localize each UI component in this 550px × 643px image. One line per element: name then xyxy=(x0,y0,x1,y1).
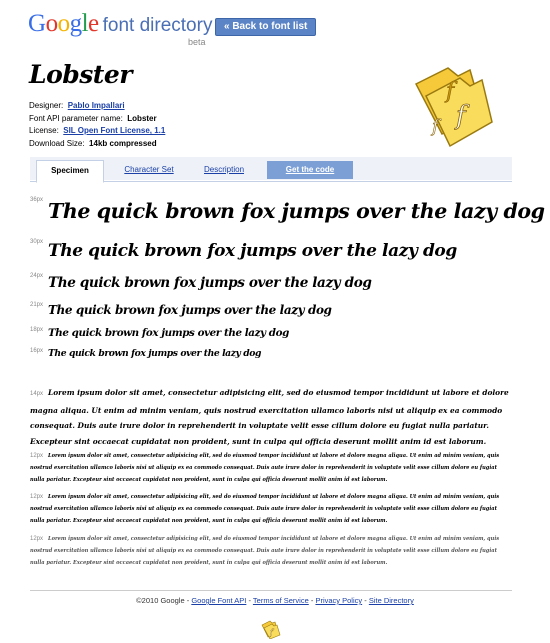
specimen-text: The quick brown fox jumps over the lazy dog xyxy=(48,275,372,291)
paragraph-specimen xyxy=(30,491,512,529)
specimen-text: The quick brown fox jumps over the lazy dog xyxy=(48,303,332,317)
api-label: Font API parameter name: xyxy=(29,113,123,123)
footer-separator: - xyxy=(364,596,367,605)
google-font-directory-logo[interactable] xyxy=(28,10,213,47)
footer-copyright: ©2010 Google - xyxy=(136,596,190,605)
paragraph-size-label: 12px xyxy=(30,536,44,542)
folder-font-icon xyxy=(412,62,494,152)
download-size-label: Download Size: xyxy=(29,138,85,148)
paragraph-text: Lorem ipsum dolor sit amet, consectetur adipisicing elit, sed do eiusmod tempor incididunt ut labore et dolore magna aliqua. Ut enim ad minim veniam, quis nostrud exercitation ullamco laboris nisi ut aliquip ex ea commodo consequat. Duis aute irure dolor in reprehenderit in voluptate velit esse cillum dolore eu fugiat nulla pariatur. Excepteur sint occaecat cupidatat non proident, sunt in culpa qui officia deserunt mollit anim id est laborum. xyxy=(30,536,500,566)
footer-separator: - xyxy=(248,596,251,605)
specimen-size-label: 16px xyxy=(30,348,44,354)
paragraph-specimen xyxy=(30,533,512,571)
specimen-size-label: 21px xyxy=(30,302,44,308)
api-name: Lobster xyxy=(127,113,157,123)
logo-text: font directory xyxy=(102,15,213,36)
paragraph-size-label: 14px xyxy=(30,391,44,397)
paragraph-size-label: 12px xyxy=(30,453,44,459)
download-size: 14kb compressed xyxy=(89,138,157,148)
svg-text:f: f xyxy=(432,116,439,137)
license-link[interactable]: SIL Open Font License, 1.1 xyxy=(63,126,166,135)
paragraph-text: Lorem ipsum dolor sit amet, consectetur adipisicing elit, sed do eiusmod tempor incididunt ut labore et dolore magna aliqua. Ut enim ad minim veniam, quis nostrud exercitation ullamco laboris nisi ut aliquip ex ea commodo consequat. Duis aute irure dolor in reprehenderit in voluptate velit esse cillum dolore eu fugiat nulla pariatur. Excepteur sint occaecat cupidatat non proident, sunt in culpa qui officia deserunt mollit anim id est laborum. xyxy=(30,494,500,524)
font-title: Lobster xyxy=(29,60,132,89)
footer-separator: - xyxy=(310,596,314,605)
specimen-text: The quick brown fox jumps over the lazy dog xyxy=(48,199,545,223)
license-label: License: xyxy=(29,126,59,135)
specimen-size-label: 24px xyxy=(30,273,44,279)
footer-privacy-link[interactable]: Privacy Policy xyxy=(315,596,363,605)
paragraph-specimen xyxy=(30,450,512,488)
svg-text:f: f xyxy=(270,628,273,637)
footer-directory-link[interactable]: Site Directory xyxy=(368,596,414,605)
back-to-font-list-button[interactable]: « Back to font list xyxy=(215,18,316,36)
specimen-text: The quick brown fox jumps over the lazy dog xyxy=(48,241,457,261)
designer-link[interactable]: Pablo Impallari xyxy=(67,101,125,110)
small-folder-font-icon xyxy=(261,619,281,639)
designer-label: Designer: xyxy=(29,101,64,110)
specimen-text: The quick brown fox jumps over the lazy dog xyxy=(48,327,289,339)
paragraph-size-label: 12px xyxy=(30,494,44,500)
logo-beta: beta xyxy=(188,37,206,47)
tab-bar xyxy=(30,157,512,182)
specimen-size-label: 36px xyxy=(30,197,44,203)
footer-font-api-link[interactable]: Google Font API xyxy=(191,596,247,605)
tab-description[interactable]: Description xyxy=(204,165,245,174)
paragraph-text: Lorem ipsum dolor sit amet, consectetur adipisicing elit, sed do eiusmod tempor incididunt ut labore et dolore magna aliqua. Ut enim ad minim veniam, quis nostrud exercitation ullamco laboris nisi ut aliquip ex ea commodo consequat. Duis aute irure dolor in reprehenderit in voluptate velit esse cillum dolore eu fugiat nulla pariatur. Excepteur sint occaecat cupidatat non proident, sunt in culpa qui officia deserunt mollit anim id est laborum. xyxy=(30,453,500,483)
font-meta xyxy=(29,100,165,150)
specimen-size-label: 30px xyxy=(30,239,44,245)
paragraph-specimen xyxy=(30,385,512,447)
tab-get-the-code[interactable]: Get the code xyxy=(267,161,353,179)
footer-terms-link[interactable]: Terms of Service xyxy=(252,596,309,605)
footer xyxy=(0,596,550,605)
paragraph-text: Lorem ipsum dolor sit amet, consectetur adipisicing elit, sed do eiusmod tempor incididunt ut labore et dolore magna aliqua. Ut enim ad minim veniam, quis nostrud exercitation ullamco laboris nisi ut aliquip ex ea commodo consequat. Duis aute irure dolor in reprehenderit in voluptate velit esse cillum dolore eu fugiat nulla pariatur. Excepteur sint occaecat cupidatat non proident, sunt in culpa qui officia deserunt mollit anim id est laborum. xyxy=(30,388,509,446)
footer-divider xyxy=(30,590,512,591)
logo-google: Google xyxy=(28,10,99,37)
tab-character-set[interactable]: Character Set xyxy=(124,165,174,174)
svg-text:f: f xyxy=(446,79,455,104)
svg-text:f: f xyxy=(456,101,466,131)
specimen-text: The quick brown fox jumps over the lazy dog xyxy=(48,348,262,359)
specimen-size-label: 18px xyxy=(30,327,44,333)
tab-specimen[interactable]: Specimen xyxy=(36,160,104,183)
